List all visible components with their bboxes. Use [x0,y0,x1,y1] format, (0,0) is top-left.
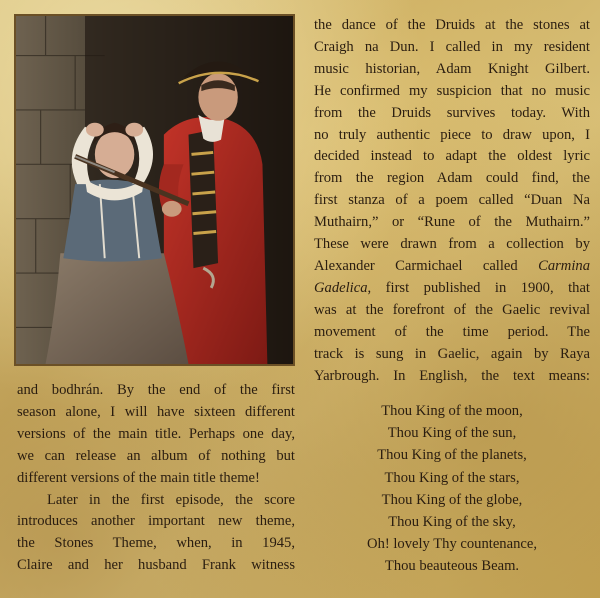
poem-line: Thou King of the sun, [387,425,517,442]
text-line: different versions of the main title theme! [17,469,260,486]
text-line-with-title [314,278,590,300]
poem-line: Thou King of the sky, [388,514,516,531]
right-column-text [314,15,590,387]
text-line: no truly authentic piece to draw upon, I [314,126,590,143]
text-line: These were drawn from a collection by [314,236,590,253]
poem-line: Thou King of the stars, [384,469,520,486]
text-line: season alone, I will have sixteen different [17,403,295,420]
poem-line: Thou King of the globe, [381,491,523,508]
poem-line: Oh! lovely Thy countenance, [367,536,537,553]
poem-translation [314,400,590,578]
text-line: from the region Adam could find, the [314,170,590,187]
text-line: Claire and her husband Frank witness [17,557,295,574]
text-line: and bodhrán. By the end of the first [17,382,295,398]
text-line: track is sung in Gaelic, again by Raya [314,345,590,362]
text-line: from the Druids survives today. With [314,104,590,121]
text-line: first stanza of a poem called “Duan Na [314,192,590,209]
still-photo [14,14,295,366]
book-title-italic: Carmina [538,257,590,274]
text-fragment: , first published in 1900, that [367,279,590,296]
text-line: the dance of the Druids at the stones at [314,17,590,33]
text-line: Muthairn,” or “Rune of the Muthairn.” [314,214,590,231]
book-title-italic: Gadelica [314,279,368,296]
poem-line: Thou beauteous Beam. [384,558,520,575]
text-line: He confirmed my suspicion that no music [314,82,590,99]
text-line: introduces another important new theme, [17,513,295,530]
text-line-with-title [314,256,590,278]
text-line: movement of the time period. The [314,323,590,340]
text-line: we can release an album of nothing but [17,447,295,464]
text-line: the Stones Theme, when, in 1945, [17,535,295,552]
text-fragment: Alexander Carmichael called [314,257,539,274]
left-column-text [17,380,295,577]
poem-line: Thou King of the moon, [381,403,523,419]
text-line: music historian, Adam Knight Gilbert. [314,60,590,77]
text-line: Later in the first episode, the score [47,491,295,508]
text-line: versions of the main title. Perhaps one day, [17,425,295,442]
photo-illustration [16,16,293,364]
poem-line: Thou King of the planets, [377,447,527,464]
text-line: Craigh na Dun. I called in my resident [314,38,590,55]
text-line: was at the forefront of the Gaelic revival [314,301,590,318]
text-line: decided instead to adapt the oldest lyric [314,148,590,165]
text-line: Yarbrough. In English, the text means: [314,367,590,384]
